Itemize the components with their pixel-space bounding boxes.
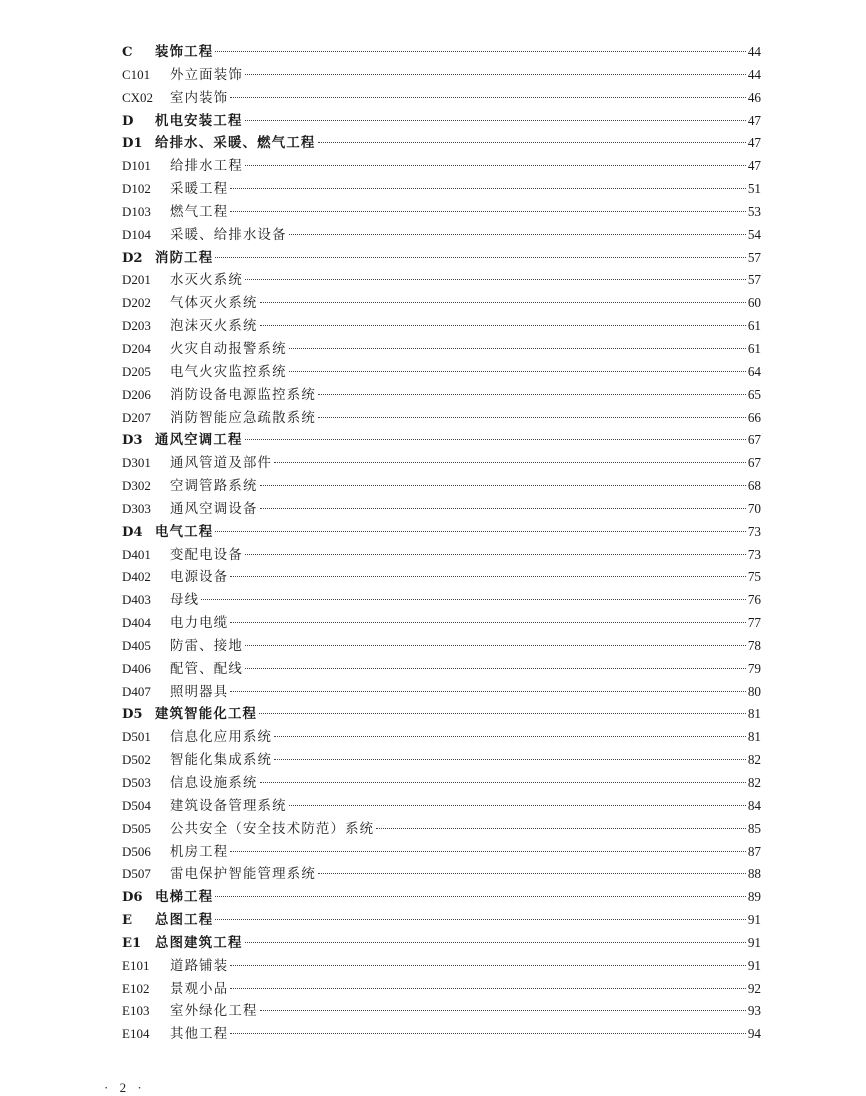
toc-entry[interactable] <box>122 909 761 932</box>
toc-entry[interactable] <box>122 498 761 521</box>
toc-entry-title: 室外绿化工程 <box>170 1004 258 1020</box>
toc-entry-title: 电源设备 <box>170 570 229 586</box>
toc-entry[interactable] <box>122 178 761 201</box>
toc-entry-code: D501 <box>122 729 151 745</box>
toc-entry-page-number: 91 <box>747 912 761 928</box>
toc-entry[interactable] <box>122 224 761 247</box>
toc-entry-code: D4 <box>122 524 143 540</box>
toc-entry-page-number: 66 <box>747 409 761 425</box>
toc-entry-page-number: 91 <box>747 934 761 950</box>
toc-entry[interactable] <box>122 315 761 338</box>
toc-entry-title: 火灾自动报警系统 <box>170 341 287 357</box>
toc-entry-page-number: 51 <box>747 181 761 197</box>
toc-entry-title: 道路铺装 <box>170 958 229 974</box>
dot-leader <box>274 736 746 737</box>
toc-entry-code: D502 <box>122 752 151 768</box>
toc-entry[interactable] <box>122 749 761 772</box>
toc-entry-code: D504 <box>122 797 151 813</box>
toc-entry-page-number: 93 <box>747 1003 761 1019</box>
toc-entry-title: 电气工程 <box>155 523 214 540</box>
dot-leader <box>260 325 746 326</box>
toc-entry-code: D301 <box>122 455 151 471</box>
dot-leader <box>230 1033 745 1034</box>
toc-entry-page-number: 57 <box>747 272 761 288</box>
toc-entry-page-number: 67 <box>747 432 761 448</box>
toc-entry-page-number: 88 <box>747 866 761 882</box>
toc-entry-code: D2 <box>122 250 143 266</box>
toc-entry-page-number: 82 <box>747 752 761 768</box>
toc-entry-page-number: 82 <box>747 775 761 790</box>
toc-entry[interactable] <box>122 726 761 749</box>
dot-leader <box>230 576 745 577</box>
toc-entry-title: 消防设备电源监控系统 <box>170 387 316 403</box>
dot-leader <box>245 74 746 75</box>
toc-entry[interactable] <box>122 361 761 384</box>
toc-entry-title: 泡沫灭火系统 <box>170 319 258 335</box>
toc-entry-page-number: 78 <box>747 637 761 653</box>
dot-leader <box>215 531 745 532</box>
dot-leader <box>245 439 746 440</box>
dot-leader <box>215 919 745 920</box>
toc-entry-code: E103 <box>122 1003 150 1019</box>
toc-entry[interactable] <box>122 978 761 1001</box>
toc-entry-code: D104 <box>122 226 151 242</box>
toc-entry[interactable] <box>122 658 761 681</box>
dot-leader <box>289 348 746 349</box>
toc-entry[interactable] <box>122 475 761 498</box>
toc-entry-code: D203 <box>122 318 151 334</box>
toc-entry-page-number: 94 <box>747 1026 761 1042</box>
toc-entry[interactable] <box>122 681 761 704</box>
toc-entry-page-number: 87 <box>747 843 761 859</box>
dot-leader <box>260 508 746 509</box>
toc-entry-title: 机房工程 <box>170 844 229 860</box>
toc-entry-code: D503 <box>122 775 151 790</box>
toc-entry-code: D407 <box>122 683 151 699</box>
dot-leader <box>245 668 746 669</box>
toc-entry[interactable] <box>122 132 761 155</box>
toc-entry-page-number: 81 <box>747 729 761 745</box>
toc-entry-page-number: 47 <box>747 135 761 151</box>
toc-entry-page-number: 75 <box>747 569 761 585</box>
toc-entry-page-number: 79 <box>747 660 761 676</box>
dot-leader <box>318 394 746 395</box>
toc-entry-title: 气体灭火系统 <box>170 296 258 312</box>
toc-entry-page-number: 44 <box>747 66 761 82</box>
toc-entry[interactable] <box>122 589 761 612</box>
dot-leader <box>274 462 746 463</box>
toc-entry-title: 通风空调工程 <box>155 432 243 449</box>
toc-entry-title: 母线 <box>170 593 200 609</box>
dot-leader <box>230 622 745 623</box>
toc-entry-code: D102 <box>122 181 151 197</box>
toc-entry-page-number: 65 <box>747 386 761 402</box>
dot-leader <box>215 896 745 897</box>
toc-entry-code: D205 <box>122 363 151 379</box>
dot-leader <box>230 965 745 966</box>
dot-leader <box>230 988 745 989</box>
toc-entry[interactable] <box>122 1023 761 1046</box>
dot-leader <box>245 942 746 943</box>
toc-entry-page-number: 84 <box>747 797 761 813</box>
toc-entry-page-number: 64 <box>747 363 761 379</box>
dot-leader <box>259 713 746 714</box>
dot-leader <box>318 417 746 418</box>
toc-entry-code: D207 <box>122 409 151 425</box>
toc-entry-page-number: 44 <box>747 44 761 59</box>
toc-entry-code: D505 <box>122 820 151 836</box>
dot-leader <box>215 257 745 258</box>
toc-entry-page-number: 89 <box>747 889 761 905</box>
toc-entry[interactable] <box>122 635 761 658</box>
toc-entry-title: 给排水、采暖、燃气工程 <box>155 135 316 152</box>
dot-leader <box>245 554 746 555</box>
toc-entry-title: 机电安装工程 <box>155 112 243 129</box>
dot-leader <box>230 691 745 692</box>
toc-entry[interactable] <box>122 544 761 567</box>
toc-entry-title: 电力电缆 <box>170 616 229 632</box>
table-of-contents <box>122 41 761 1046</box>
dot-leader <box>230 851 745 852</box>
toc-entry-code: D101 <box>122 158 151 174</box>
toc-entry-code: E104 <box>122 1026 150 1042</box>
dot-leader <box>289 234 746 235</box>
dot-leader <box>230 188 745 189</box>
dot-leader <box>260 485 746 486</box>
toc-entry-title: 景观小品 <box>170 981 229 997</box>
toc-entry[interactable] <box>122 384 761 407</box>
toc-entry-page-number: 53 <box>747 203 761 219</box>
toc-entry[interactable] <box>122 703 761 726</box>
toc-entry-code: D303 <box>122 500 151 516</box>
toc-entry-code: D507 <box>122 866 151 882</box>
toc-entry-code: D404 <box>122 615 151 631</box>
dot-leader <box>260 1010 746 1011</box>
toc-entry-title: 电梯工程 <box>155 889 214 906</box>
toc-entry-title: 采暖、给排水设备 <box>170 227 287 243</box>
toc-entry-code: D204 <box>122 340 151 356</box>
toc-entry[interactable] <box>122 772 761 795</box>
page-number: · 2 · <box>104 1080 146 1095</box>
toc-entry-title: 配管、配线 <box>170 661 243 677</box>
toc-entry[interactable] <box>122 841 761 864</box>
toc-entry[interactable] <box>122 452 761 475</box>
dot-leader <box>260 782 746 783</box>
toc-entry-page-number: 61 <box>747 340 761 356</box>
toc-entry-code: D506 <box>122 843 151 859</box>
toc-entry-title: 总图工程 <box>155 912 214 929</box>
toc-entry-code: D202 <box>122 295 151 311</box>
toc-entry-page-number: 92 <box>747 980 761 996</box>
toc-entry-title: 建筑设备管理系统 <box>170 798 287 814</box>
toc-entry-page-number: 73 <box>747 546 761 562</box>
toc-entry[interactable] <box>122 41 761 64</box>
toc-entry-title: 变配电设备 <box>170 547 243 563</box>
toc-entry-code: D302 <box>122 478 151 494</box>
toc-entry-page-number: 85 <box>747 820 761 836</box>
toc-entry-code: D5 <box>122 707 143 723</box>
toc-entry-page-number: 46 <box>747 89 761 105</box>
toc-entry-title: 室内装饰 <box>170 90 229 106</box>
toc-entry-title: 照明器具 <box>170 684 229 700</box>
dot-leader <box>201 599 746 600</box>
toc-entry-title: 装饰工程 <box>155 44 214 60</box>
toc-entry-page-number: 77 <box>747 615 761 631</box>
dot-leader <box>318 873 746 874</box>
toc-entry-page-number: 47 <box>747 158 761 174</box>
toc-entry-code: E102 <box>122 980 150 996</box>
toc-entry[interactable] <box>122 1000 761 1023</box>
toc-entry-code: D401 <box>122 546 151 562</box>
toc-entry-title: 电气火灾监控系统 <box>170 364 287 380</box>
dot-leader <box>230 97 745 98</box>
toc-entry-code: D402 <box>122 569 151 585</box>
toc-entry-title: 通风空调设备 <box>170 501 258 517</box>
toc-entry-code: D406 <box>122 660 151 676</box>
toc-entry[interactable] <box>122 269 761 292</box>
toc-entry[interactable] <box>122 64 761 87</box>
toc-entry-code: D206 <box>122 386 151 402</box>
toc-entry-code: D3 <box>122 433 143 449</box>
toc-entry-page-number: 70 <box>747 500 761 516</box>
toc-entry[interactable] <box>122 818 761 841</box>
toc-entry-code: CX02 <box>122 89 154 105</box>
toc-entry-page-number: 73 <box>747 523 761 539</box>
toc-entry[interactable] <box>122 110 761 133</box>
dot-leader <box>245 645 746 646</box>
toc-entry-code: C101 <box>122 66 151 82</box>
toc-entry-page-number: 67 <box>747 455 761 471</box>
toc-entry[interactable] <box>122 201 761 224</box>
toc-entry-title: 信息设施系统 <box>170 776 258 791</box>
dot-leader <box>230 211 745 212</box>
toc-entry-page-number: 60 <box>747 295 761 311</box>
toc-entry-code: D403 <box>122 592 151 608</box>
toc-entry-title: 通风管道及部件 <box>170 456 273 472</box>
toc-entry[interactable] <box>122 407 761 430</box>
toc-entry-code: C <box>122 45 133 60</box>
toc-entry[interactable] <box>122 886 761 909</box>
toc-entry-page-number: 61 <box>747 318 761 334</box>
toc-entry-title: 公共安全（安全技术防范）系统 <box>170 821 375 837</box>
toc-entry-title: 智能化集成系统 <box>170 753 273 769</box>
toc-entry-page-number: 76 <box>747 592 761 608</box>
toc-entry-code: D <box>122 113 134 129</box>
toc-entry-page-number: 80 <box>747 683 761 699</box>
toc-entry-title: 总图建筑工程 <box>155 934 243 951</box>
toc-entry-code: D103 <box>122 203 151 219</box>
dot-leader <box>274 759 746 760</box>
toc-entry[interactable] <box>122 292 761 315</box>
toc-entry-title: 水灭火系统 <box>170 273 243 289</box>
dot-leader <box>289 805 746 806</box>
toc-entry-title: 给排水工程 <box>170 159 243 175</box>
dot-leader <box>376 828 746 829</box>
dot-leader <box>215 51 745 52</box>
toc-entry-title: 防雷、接地 <box>170 638 243 654</box>
toc-entry-code: D405 <box>122 637 151 653</box>
toc-entry[interactable] <box>122 863 761 886</box>
toc-entry-title: 消防工程 <box>155 249 214 266</box>
dot-leader <box>318 142 746 143</box>
toc-entry-title: 雷电保护智能管理系统 <box>170 867 316 883</box>
toc-entry[interactable] <box>122 87 761 110</box>
toc-entry[interactable] <box>122 795 761 818</box>
toc-entry-page-number: 57 <box>747 249 761 265</box>
toc-entry-code: E1 <box>122 935 142 951</box>
toc-entry-title: 空调管路系统 <box>170 479 258 495</box>
toc-entry-code: E <box>122 913 133 929</box>
toc-entry-title: 采暖工程 <box>170 182 229 198</box>
toc-entry-code: D201 <box>122 272 151 288</box>
toc-entry[interactable] <box>122 955 761 978</box>
toc-entry-page-number: 81 <box>747 706 761 722</box>
toc-entry-title: 建筑智能化工程 <box>155 706 258 723</box>
toc-entry[interactable] <box>122 247 761 270</box>
toc-entry[interactable] <box>122 521 761 544</box>
toc-entry-page-number: 54 <box>747 226 761 242</box>
toc-entry-title: 消防智能应急疏散系统 <box>170 410 316 426</box>
toc-entry-title: 信息化应用系统 <box>170 730 273 746</box>
toc-entry[interactable] <box>122 155 761 178</box>
toc-entry[interactable] <box>122 338 761 361</box>
toc-entry-code: E101 <box>122 957 150 973</box>
toc-entry-page-number: 68 <box>747 478 761 494</box>
dot-leader <box>245 279 746 280</box>
toc-entry-code: D1 <box>122 136 143 152</box>
toc-entry-code: D6 <box>122 890 143 906</box>
toc-entry[interactable] <box>122 429 761 452</box>
toc-entry-title: 其他工程 <box>170 1027 229 1043</box>
toc-entry[interactable] <box>122 612 761 635</box>
toc-entry-title: 燃气工程 <box>170 204 229 220</box>
toc-entry[interactable] <box>122 566 761 589</box>
toc-entry[interactable] <box>122 932 761 955</box>
toc-entry-page-number: 47 <box>747 112 761 128</box>
dot-leader <box>245 120 746 121</box>
toc-entry-title: 外立面装饰 <box>170 67 243 83</box>
dot-leader <box>245 165 746 166</box>
toc-entry-page-number: 91 <box>747 957 761 973</box>
dot-leader <box>260 302 746 303</box>
dot-leader <box>289 371 746 372</box>
